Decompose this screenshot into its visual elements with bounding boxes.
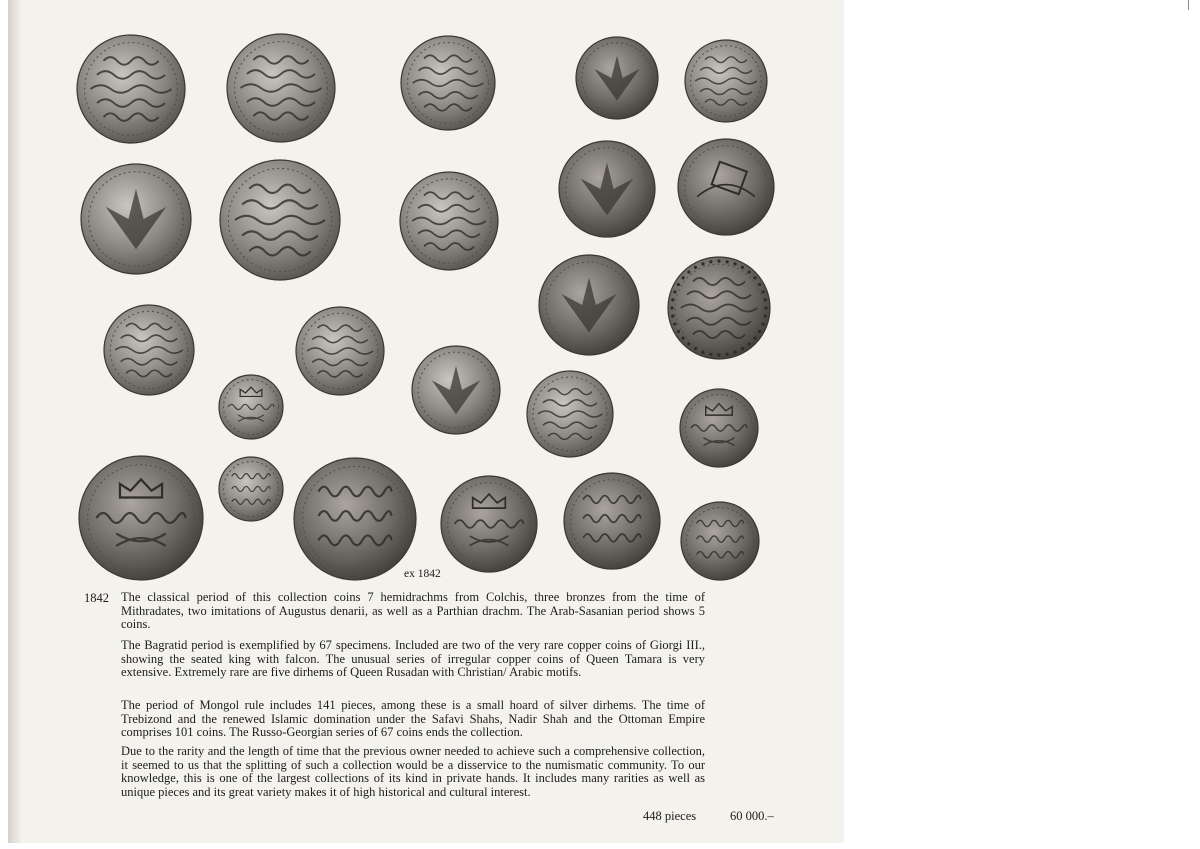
lot-description-paragraph: The Bagratid period is exemplified by 67 specimens. Included are two of the very rare copper coins of Giorgi III., showing the seated king with falcon. The unusual series of irregular copper coins of Queen Tamara is very extensive. Extremely rare are five dirhems of Queen Rusadan with Christian/ Arabic motifs.: [121, 638, 705, 680]
lot-piece-count: 448 pieces: [643, 809, 697, 823]
scan-edge-mark: [1188, 0, 1189, 10]
coin-arabic: [401, 36, 495, 130]
lot-number: 1842: [84, 591, 109, 605]
coin-arabic: [220, 160, 340, 280]
coin-countermark: [678, 139, 774, 235]
coin-small-georgian: [219, 457, 283, 521]
coin-eagle: [81, 164, 191, 274]
coin-arabic: [296, 307, 384, 395]
plate-caption: ex 1842: [404, 568, 441, 580]
lot-price: 60 000.–: [730, 809, 774, 823]
coin-crown-georgian: [441, 476, 537, 572]
coin-georgian: [681, 502, 759, 580]
coin-crown-georgian: [219, 375, 283, 439]
coin-figure: [559, 141, 655, 237]
lot-description-paragraph: The classical period of this collection coins 7 hemidrachms from Colchis, three bronzes from the time of Mithradates, two imitations of Augustus denarii, as well as a Parthian drachm. The Arab-Sasanian period shows 5 coins.: [121, 590, 705, 632]
coin-arabic: [104, 305, 194, 395]
coin-arabic: [685, 40, 767, 122]
coin-georgian: [294, 458, 416, 580]
coin-arabic: [527, 371, 613, 457]
coin-eagle: [539, 255, 639, 355]
coin-eagle: [576, 37, 658, 119]
lot-description-paragraph: The period of Mongol rule includes 141 pieces, among these is a small hoard of silver dirhems. The time of Trebizond and the renewed Islamic domination under the Safavi Shahs, Nadir Shah and the Ottoman Empire comprises 101 coins. The Russo-Georgian series of 67 coins ends the collection.: [121, 698, 705, 740]
coin-crown-georgian: [680, 389, 758, 467]
coin-arabic: [400, 172, 498, 270]
coin-plate: [0, 0, 844, 600]
coin-arabic: [227, 34, 335, 142]
coin-eagle: [412, 346, 500, 434]
coin-crown-georgian: [79, 456, 203, 580]
coin-dotted-arabic: [668, 257, 770, 359]
coin-arabic: [77, 35, 185, 143]
coin-georgian: [564, 473, 660, 569]
lot-description-paragraph: Due to the rarity and the length of time that the previous owner needed to achieve such a comprehensive collection, it seemed to us that the splitting of such a collection would be a disservice to the numismatic community. To our knowledge, this is one of the largest collections of its kind in private hands. It includes many rarities as well as unique pieces and its great variety makes it of high historical and cultural interest.: [121, 744, 705, 799]
